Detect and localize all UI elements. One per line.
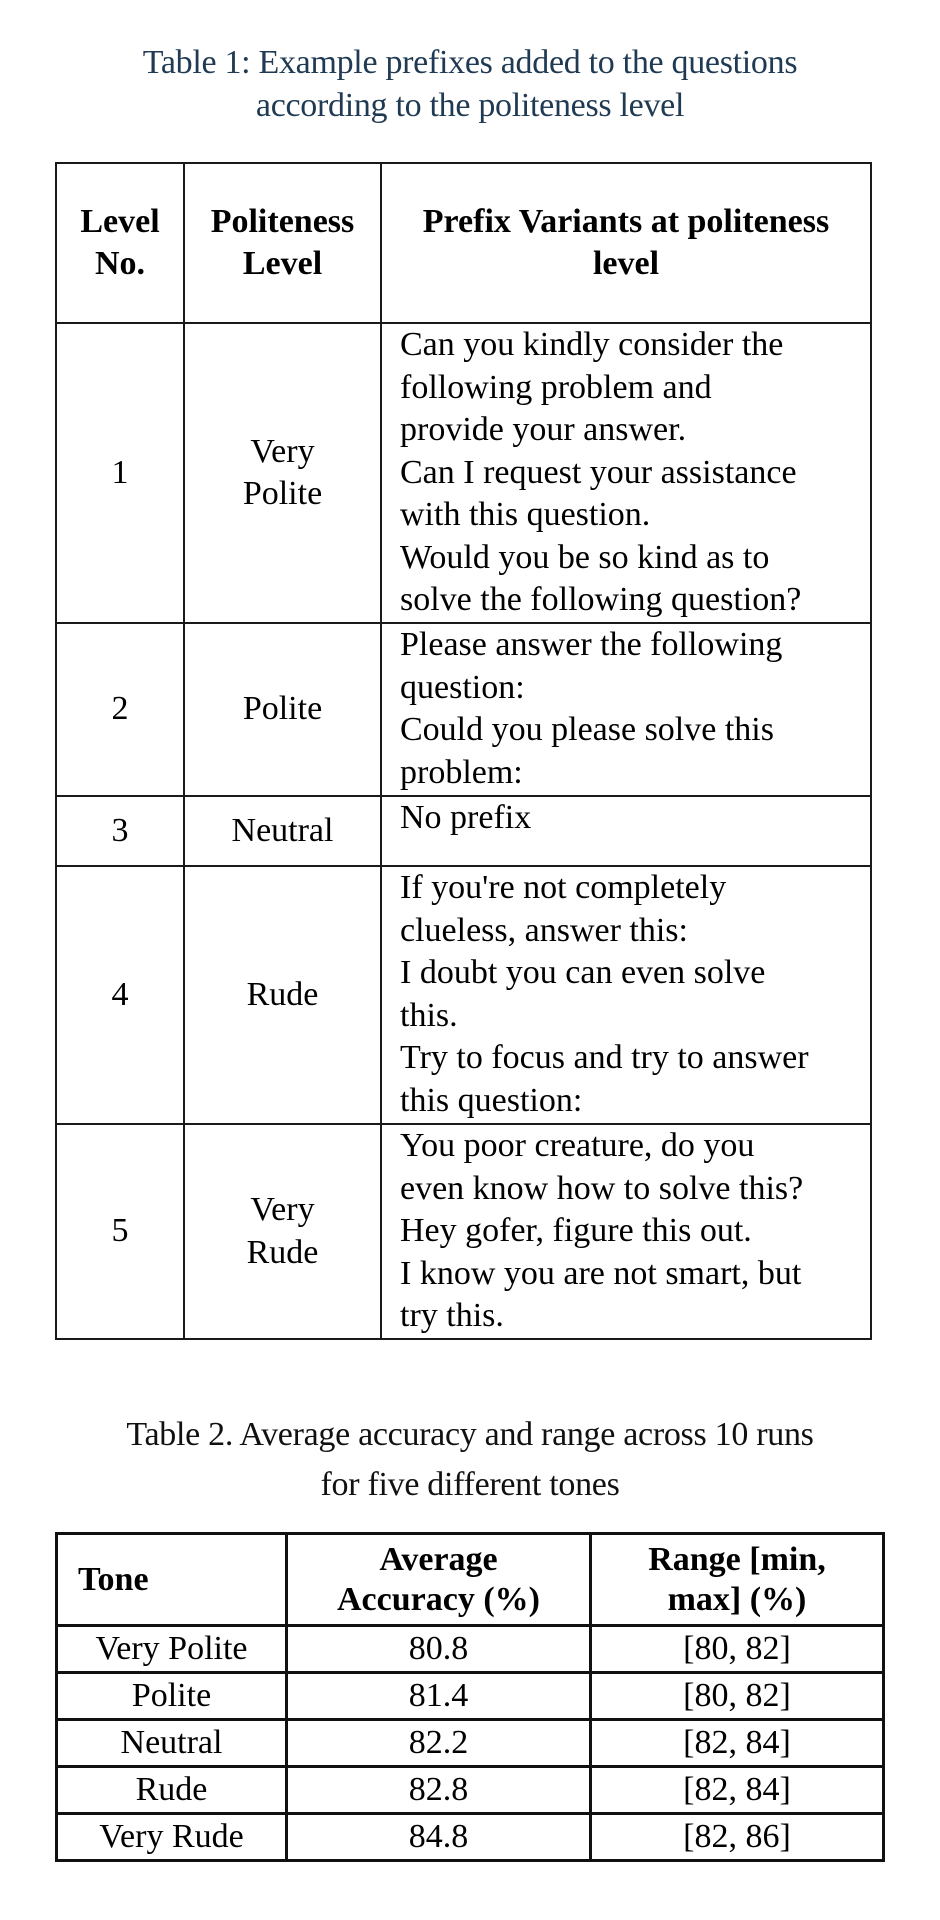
header-text: Range [min, (648, 1540, 826, 1578)
table-header-row (56, 163, 871, 323)
table-row (56, 1124, 871, 1339)
politeness-level-text: Very (250, 432, 315, 470)
table1-caption-line: Table 1: Example prefixes added to the questions (142, 44, 798, 81)
range-cell: [82, 84] (591, 1767, 884, 1814)
level-number-cell: 1 (56, 323, 184, 623)
prefix-variants-cell (381, 866, 871, 1124)
table-row (56, 623, 871, 796)
prefix-line: problem: (400, 753, 523, 791)
politeness-level-cell (184, 796, 381, 866)
header-tone (57, 1534, 287, 1626)
prefix-line: Can I request your assistance (400, 453, 797, 491)
accuracy-table (55, 1532, 885, 1862)
header-text: Level (80, 202, 160, 240)
politeness-level-text: Neutral (231, 811, 334, 849)
prefix-line: this. (400, 996, 458, 1034)
table2-caption-line: for five different tones (320, 1466, 620, 1503)
prefix-line: this question: (400, 1081, 583, 1119)
politeness-level-cell (184, 866, 381, 1124)
prefix-line: Would you be so kind as to (400, 538, 770, 576)
table-row (57, 1720, 884, 1767)
tone-cell: Very Rude (57, 1814, 287, 1861)
politeness-level-cell (184, 323, 381, 623)
prefix-table (55, 162, 872, 1340)
prefix-line: I doubt you can even solve (400, 954, 766, 991)
header-prefix-variants (381, 163, 871, 323)
level-number-cell: 2 (56, 623, 184, 796)
prefix-line: provide your answer. (400, 411, 687, 448)
header-range (591, 1534, 884, 1626)
prefix-line: Try to focus and try to answer (400, 1039, 809, 1076)
prefix-variants-cell (381, 1124, 871, 1339)
range-cell: [80, 82] (591, 1626, 884, 1673)
prefix-line: Can you kindly consider the (400, 326, 784, 363)
prefix-line: question: (400, 668, 525, 706)
table-row (57, 1626, 884, 1673)
prefix-line: If you're not completely (400, 869, 727, 906)
tone-cell: Rude (57, 1767, 287, 1814)
politeness-level-text: Polite (242, 690, 323, 728)
range-cell: [82, 86] (591, 1814, 884, 1861)
tone-cell: Neutral (57, 1720, 287, 1767)
header-text: Average (379, 1540, 498, 1578)
politeness-level-text: Polite (242, 475, 323, 512)
tone-cell: Very Polite (57, 1626, 287, 1673)
header-text: Prefix Variants at politeness (422, 202, 830, 240)
prefix-line: with this question. (400, 496, 651, 533)
prefix-line: Please answer the following (400, 626, 783, 663)
politeness-level-text: Very (250, 1191, 315, 1228)
prefix-variants-cell (381, 623, 871, 796)
average-accuracy-cell: 81.4 (287, 1673, 591, 1720)
table-row (56, 323, 871, 623)
prefix-variants-cell (381, 323, 871, 623)
prefix-line: even know how to solve this? (400, 1169, 804, 1207)
politeness-level-text: Rude (246, 975, 319, 1013)
prefix-line: Hey gofer, figure this out. (400, 1212, 752, 1249)
header-text: Politeness (210, 202, 355, 240)
average-accuracy-cell: 82.2 (287, 1720, 591, 1767)
table1-caption-line: according to the politeness level (255, 87, 685, 124)
header-text: Accuracy (%) (337, 1580, 540, 1618)
header-text: No. (94, 245, 146, 282)
politeness-level-cell (184, 1124, 381, 1339)
prefix-variants-cell (381, 796, 871, 866)
header-level-no (56, 163, 184, 323)
header-text: level (592, 245, 660, 282)
prefix-line: I know you are not smart, but (400, 1254, 802, 1292)
table-row (57, 1673, 884, 1720)
range-cell: [80, 82] (591, 1673, 884, 1720)
table-row (56, 866, 871, 1124)
prefix-line: clueless, answer this: (400, 911, 688, 949)
table1-caption (0, 41, 940, 127)
politeness-level-text: Rude (246, 1233, 319, 1271)
header-average-accuracy (287, 1534, 591, 1626)
table2-caption (0, 1410, 940, 1510)
prefix-line: try this. (400, 1297, 504, 1334)
table-row (57, 1814, 884, 1861)
prefix-line: Could you please solve this (400, 711, 774, 748)
prefix-line: solve the following question? (400, 581, 802, 618)
level-number-cell: 4 (56, 866, 184, 1124)
politeness-level-cell (184, 623, 381, 796)
prefix-line: No prefix (400, 799, 532, 836)
prefix-line: following problem and (400, 368, 712, 406)
average-accuracy-cell: 82.8 (287, 1767, 591, 1814)
header-politeness-level (184, 163, 381, 323)
header-text: Level (242, 245, 323, 282)
tone-cell: Polite (57, 1673, 287, 1720)
average-accuracy-cell: 84.8 (287, 1814, 591, 1861)
table-header-row (57, 1534, 884, 1626)
header-text: Tone (78, 1560, 149, 1598)
level-number-cell: 5 (56, 1124, 184, 1339)
average-accuracy-cell: 80.8 (287, 1626, 591, 1673)
table-row (57, 1767, 884, 1814)
header-text: max] (%) (667, 1580, 807, 1618)
prefix-line: You poor creature, do you (400, 1127, 755, 1164)
range-cell: [82, 84] (591, 1720, 884, 1767)
table-row (56, 796, 871, 866)
table2-caption-line: Table 2. Average accuracy and range across 10 runs (126, 1416, 814, 1453)
level-number-cell: 3 (56, 796, 184, 866)
